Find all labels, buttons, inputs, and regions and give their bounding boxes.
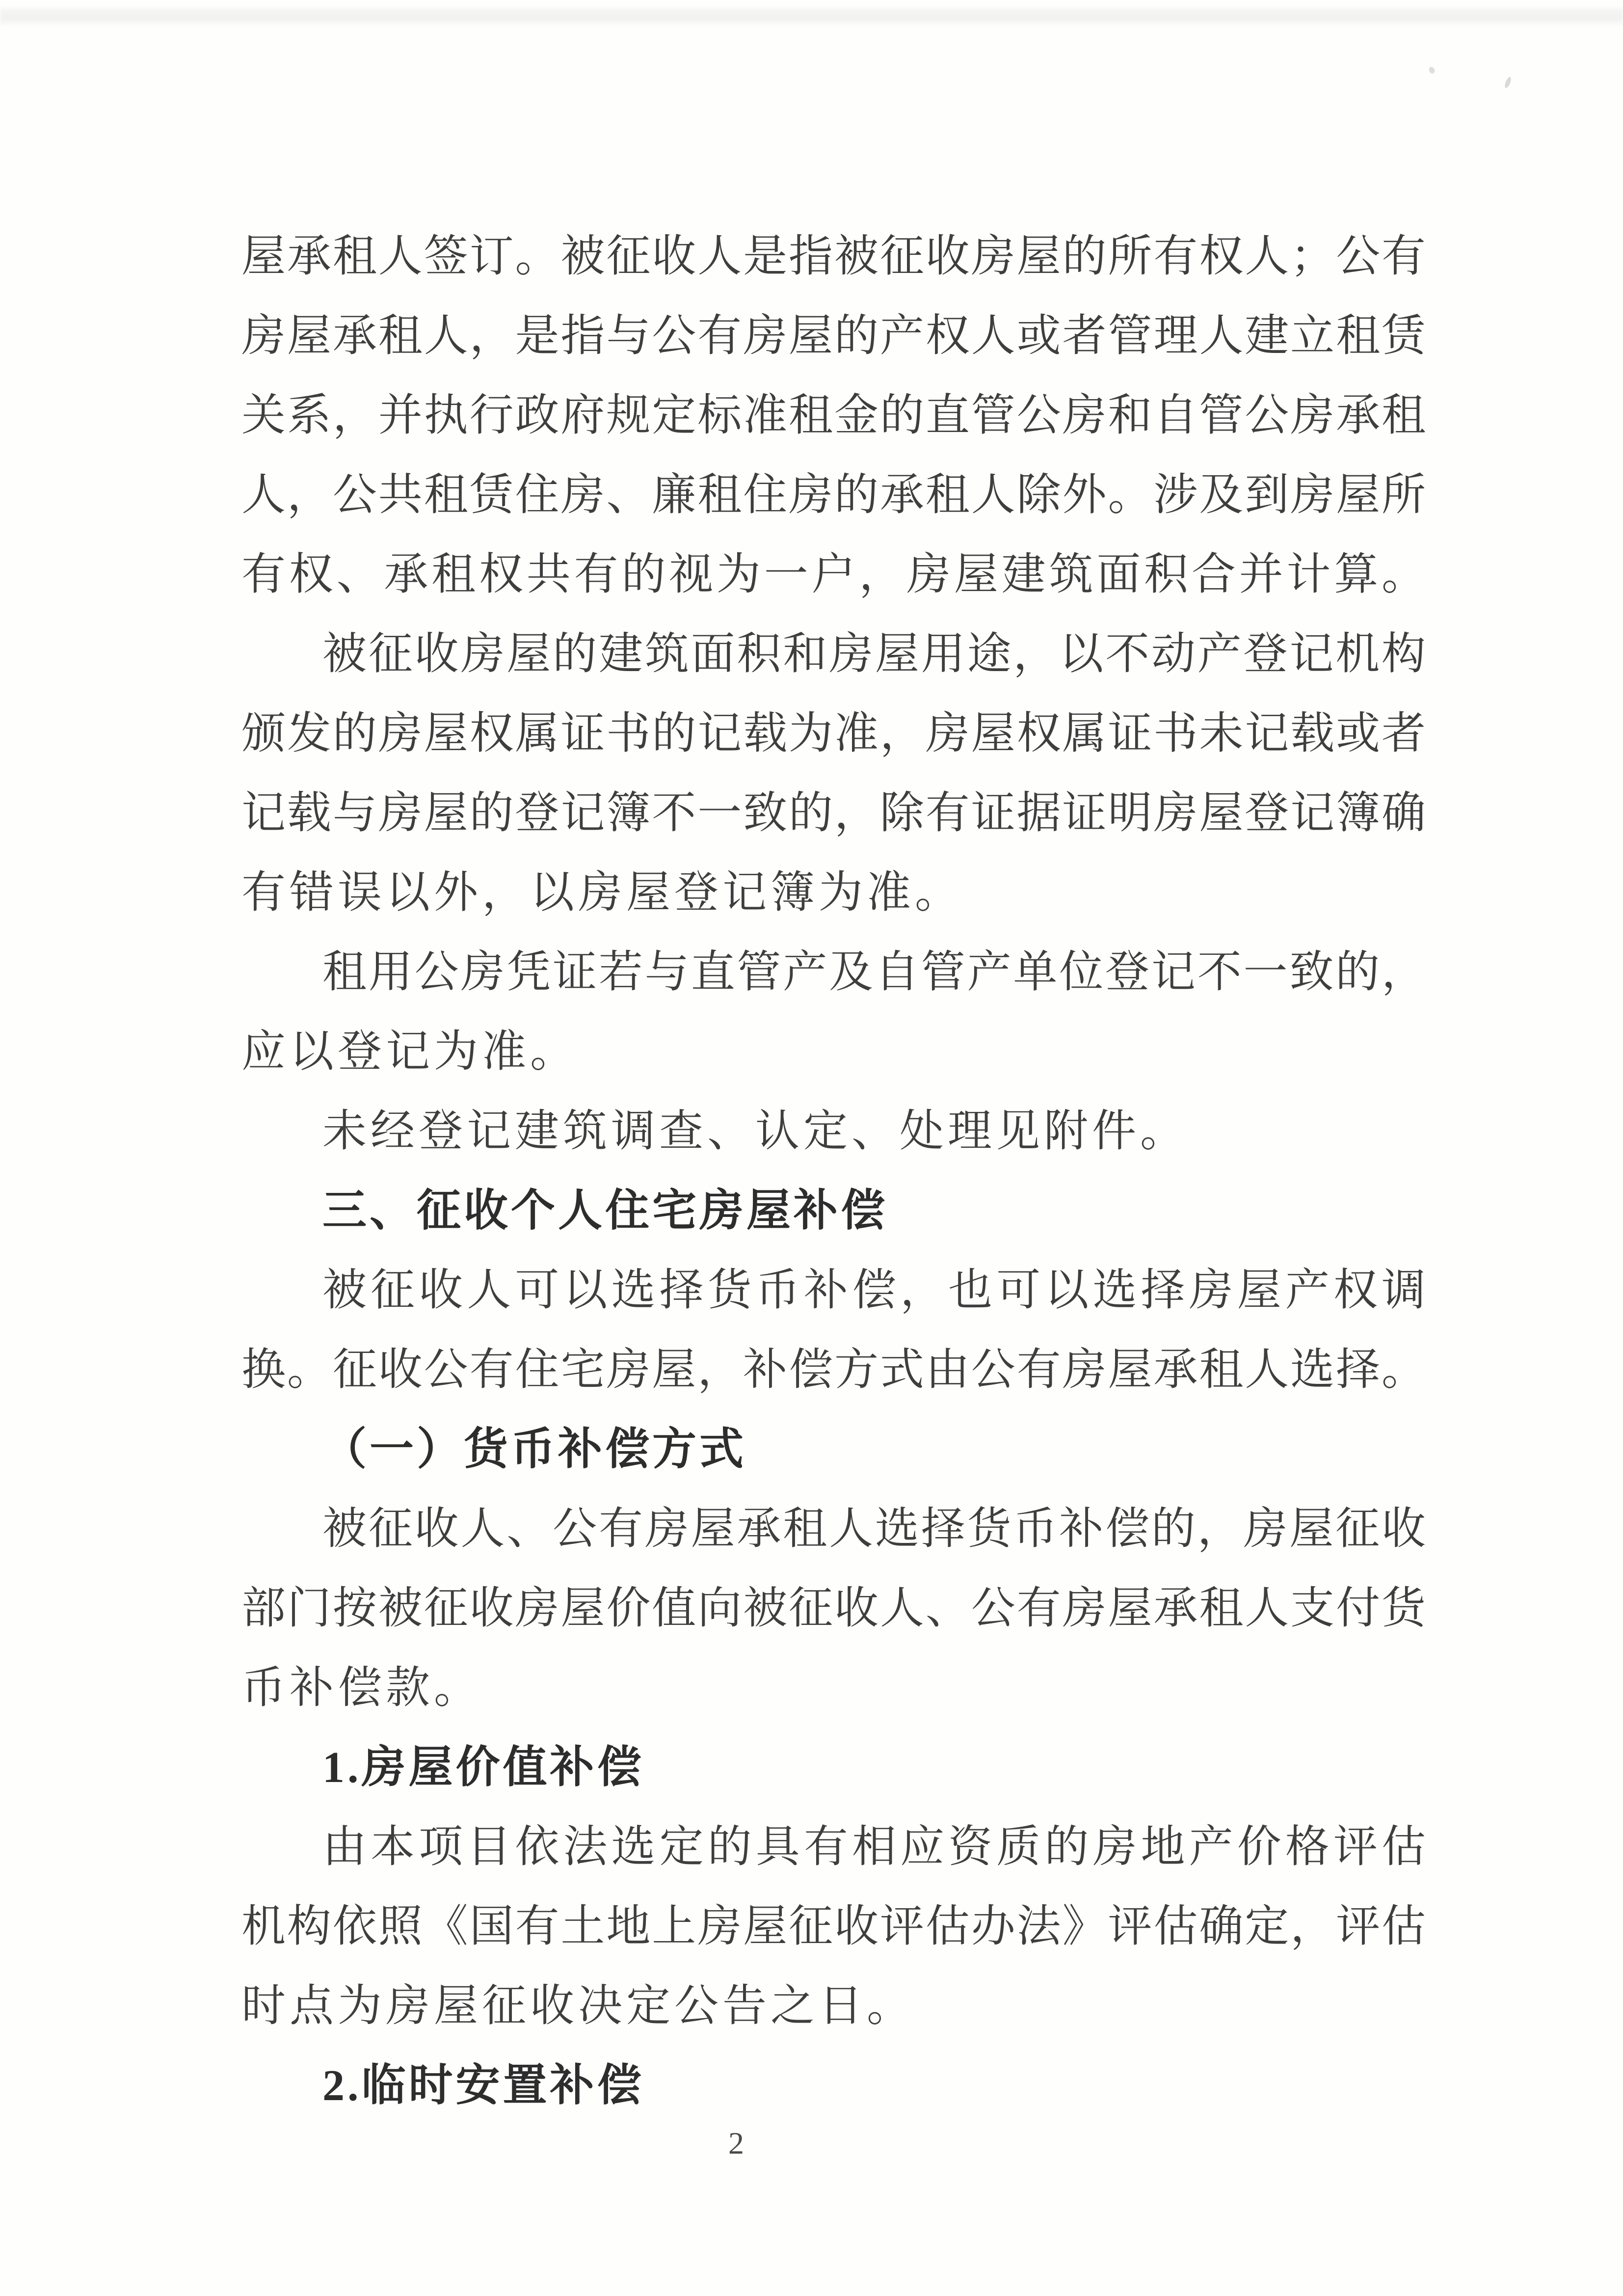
text-line: 关系，并执行政府规定标准租金的直管公房和自管公房承租 (241, 391, 1426, 440)
text-line: 租用公房凭证若与直管产及自管产单位登记不一致的， (322, 948, 1426, 997)
text-line: 时点为房屋征收决定公告之日。 (241, 1982, 915, 2030)
document-body (241, 217, 1426, 2126)
scan-speck (1504, 76, 1512, 89)
text-line: 被征收人、公有房屋承租人选择货币补偿的，房屋征收 (322, 1505, 1426, 1553)
text-line: 有权、承租权共有的视为一户，房屋建筑面积合并计算。 (241, 550, 1426, 599)
text-line: 换。征收公有住宅房屋，补偿方式由公有房屋承租人选择。 (241, 1346, 1426, 1394)
text-line: 颁发的房屋权属证书的记载为准，房屋权属证书未记载或者 (241, 709, 1426, 758)
text-line: 币补偿款。 (241, 1664, 482, 1712)
heading-line: 三、征收个人住宅房屋补偿 (322, 1187, 888, 1235)
text-line: 人，公共租赁住房、廉租住房的承租人除外。涉及到房屋所 (241, 471, 1426, 519)
heading-line: 1.房屋价值补偿 (322, 1743, 644, 1792)
scan-artifact-band (0, 8, 1623, 25)
text-line: 被征收房屋的建筑面积和房屋用途，以不动产登记机构 (322, 630, 1426, 678)
heading-line: 2.临时安置补偿 (322, 2061, 644, 2110)
text-line: 应以登记为准。 (241, 1027, 578, 1076)
text-line: 记载与房屋的登记簿不一致的，除有证据证明房屋登记簿确 (241, 789, 1426, 837)
text-line: 有错误以外，以房屋登记簿为准。 (241, 868, 963, 917)
text-line: 屋承租人签订。被征收人是指被征收房屋的所有权人；公有 (241, 232, 1426, 281)
heading-line: （一）货币补偿方式 (322, 1425, 746, 1474)
text-line: 机构依照《国有土地上房屋征收评估办法》评估确定，评估 (241, 1902, 1426, 1951)
text-line: 未经登记建筑调查、认定、处理见附件。 (322, 1107, 1188, 1156)
text-line: 房屋承租人，是指与公有房屋的产权人或者管理人建立租赁 (241, 312, 1426, 360)
text-line: 部门按被征收房屋价值向被征收人、公有房屋承租人支付货 (241, 1584, 1426, 1633)
text-line: 被征收人可以选择货币补偿，也可以选择房屋产权调 (322, 1266, 1426, 1315)
page-number: 2 (728, 2126, 744, 2161)
scan-speck (1428, 66, 1436, 74)
text-line: 由本项目依法选定的具有相应资质的房地产价格评估 (322, 1823, 1426, 1871)
